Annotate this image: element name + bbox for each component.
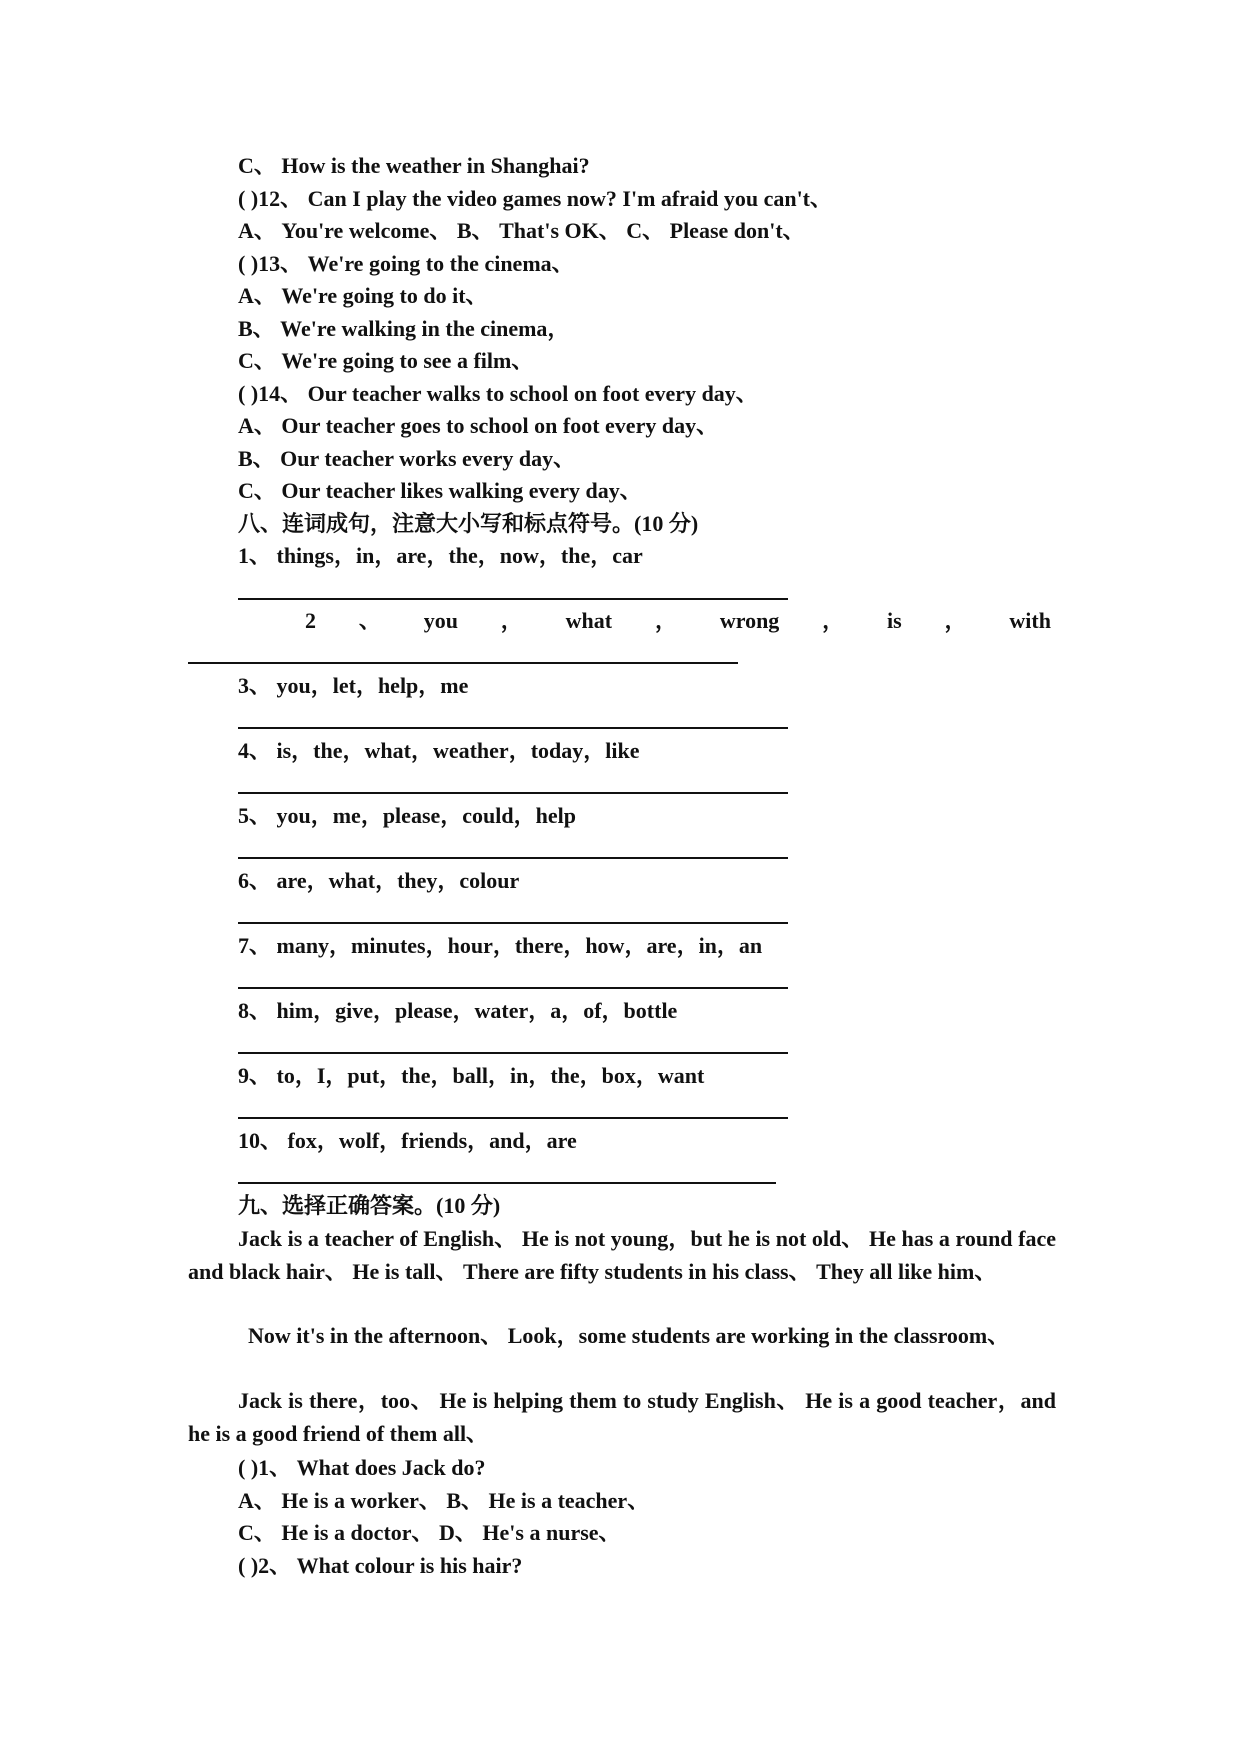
q13-question: ( )13、 We're going to the cinema、 [238,251,574,276]
reorder-q10: 10、 fox，wolf，friends，and，are [238,1128,577,1153]
q11-option-c: C、 How is the weather in Shanghai? [238,153,590,178]
q13-option-b: B、 We're walking in the cinema， [238,316,570,341]
q14-option-c: C、 Our teacher likes walking every day、 [238,478,642,503]
answer-line-2[interactable] [188,662,738,664]
reorder-q2-word: wrong [719,608,780,633]
q14-question: ( )14、 Our teacher walks to school on foot every day、 [238,381,758,406]
reorder-q5: 5、 you，me，please，could，help [238,803,576,828]
answer-line-4[interactable] [238,792,788,794]
reorder-q2 [305,607,1051,635]
reorder-q1: 1、 things，in，are，the，now，the，car [238,543,643,568]
reorder-q2-word: ， [500,608,523,633]
reorder-q2-word: is [887,608,902,633]
reading-q1-options-ab: A、 He is a worker、 B、 He is a teacher、 [238,1488,650,1513]
reorder-q2-word: ， [822,608,845,633]
q12-question: ( )12、 Can I play the video games now? I'm afraid you can't、 [238,186,833,211]
answer-line-1[interactable] [238,598,788,600]
reorder-q2-word: you [423,608,458,633]
answer-line-8[interactable] [238,1052,788,1054]
reading-q1-options-cd: C、 He is a doctor、 D、 He's a nurse、 [238,1520,621,1545]
answer-line-6[interactable] [238,922,788,924]
q13-option-c: C、 We're going to see a film、 [238,348,534,373]
reorder-q8: 8、 him，give，please，water，a，of，bottle [238,998,678,1023]
q14-option-b: B、 Our teacher works every day、 [238,446,576,471]
q13-option-a: A、 We're going to do it、 [238,283,488,308]
reading-q1: ( )1、 What does Jack do? [238,1455,486,1480]
q14-option-a: A、 Our teacher goes to school on foot every day、 [238,413,719,438]
answer-line-10[interactable] [238,1182,776,1184]
reading-paragraph-2: Now it's in the afternoon、 Look，some students are working in the classroom、 [248,1323,1010,1348]
reorder-q3: 3、 you，let，help，me [238,673,469,698]
reading-paragraph-3: Jack is there，too、 He is helping them to study English、 He is a good teacher，and he is a good friend of them all、 [188,1388,1056,1446]
reorder-q2-word: ， [654,608,677,633]
section-8-heading: 八、连词成句，注意大小写和标点符号。(10 分) [238,511,699,536]
reading-paragraph-1: Jack is a teacher of English、 He is not young，but he is not old、 He has a round face and black hair、 He is tall、 There are fifty students in his class、 They all like him、 [188,1226,1056,1284]
reorder-q2-word: ， [944,608,967,633]
q12-options: A、 You're welcome、 B、 That's OK、 C、 Please don't、 [238,218,805,243]
reorder-q9: 9、 to，I，put，the，ball，in，the，box，want [238,1063,705,1088]
reorder-q2-word: 、 [358,608,381,633]
answer-line-7[interactable] [238,987,788,989]
answer-line-5[interactable] [238,857,788,859]
answer-line-3[interactable] [238,727,788,729]
reorder-q2-word: with [1009,608,1051,633]
reorder-q7: 7、 many，minutes，hour，there，how，are，in，an [238,933,763,958]
reorder-q2-word: 2 [305,608,316,633]
reorder-q2-word: what [565,608,613,633]
reading-q2: ( )2、 What colour is his hair? [238,1553,523,1578]
section-9-heading: 九、选择正确答案。(10 分) [238,1193,501,1218]
reorder-q6: 6、 are，what，they，colour [238,868,520,893]
answer-line-9[interactable] [238,1117,788,1119]
reorder-q4: 4、 is，the，what，weather，today，like [238,738,640,763]
